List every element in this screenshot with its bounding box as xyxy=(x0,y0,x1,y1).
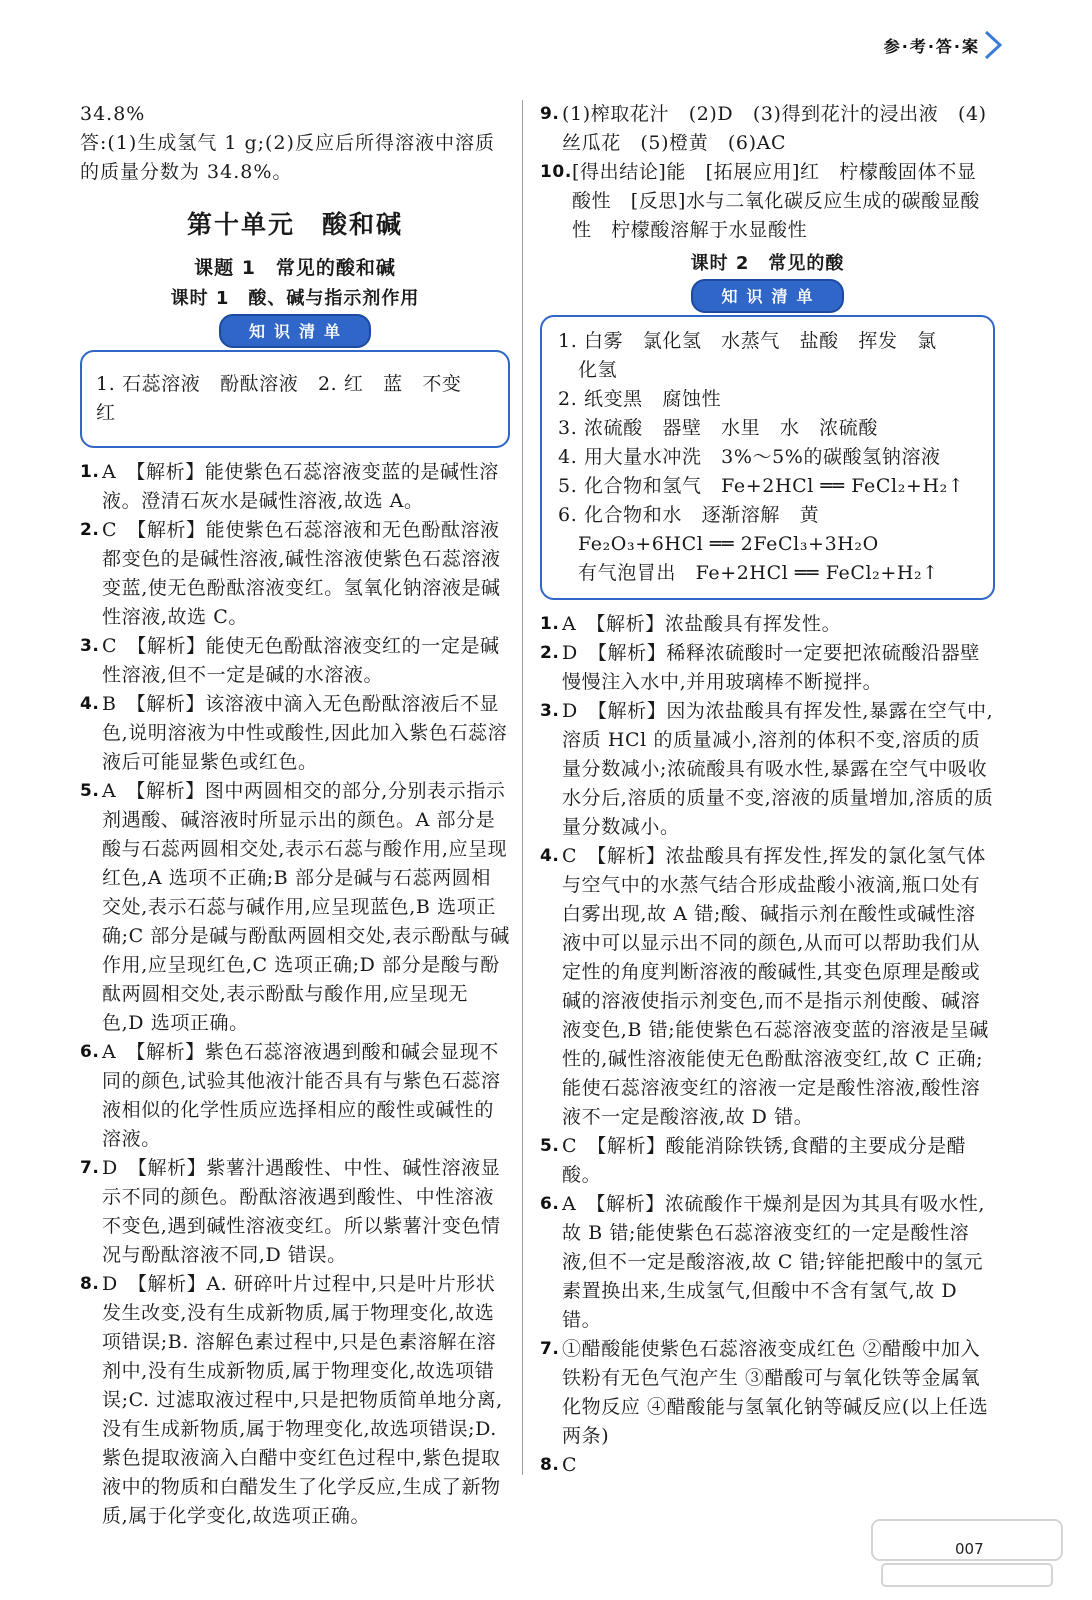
page-number: 007 xyxy=(955,1540,984,1558)
box-row: 有气泡冒出 Fe+2HCl ══ FeCl₂+H₂↑ xyxy=(578,562,939,584)
knowledge-box-text: 1. 石蕊溶液 酚酞溶液 2. 红 蓝 不变 红 xyxy=(96,373,482,424)
answer-item: 1. A 【解析】能使紫色石蕊溶液变蓝的是碱性溶液。澄清石灰水是碱性溶液,故选 A。 xyxy=(80,461,499,512)
lesson-title: 课题 1 常见的酸和碱 xyxy=(194,257,396,279)
column-divider xyxy=(522,100,523,1475)
box-row: Fe₂O₃+6HCl ══ 2FeCl₃+3H₂O xyxy=(578,533,879,555)
box-row: 5. 化合物和氢气 Fe+2HCl ══ FeCl₂+H₂↑ xyxy=(558,475,965,497)
page-header-title: 参·考·答·案 xyxy=(883,37,980,56)
watermark-logo-icon xyxy=(862,1512,1072,1592)
chevron-right-icon xyxy=(980,28,1006,62)
box-row: 6. 化合物和水 逐渐溶解 黄 xyxy=(558,504,820,526)
knowledge-box xyxy=(80,350,510,448)
knowledge-box xyxy=(540,315,995,600)
box-row: 3. 浓硫酸 器壁 水里 水 浓硫酸 xyxy=(558,417,878,439)
answer-item: 4. B 【解析】该溶液中滴入无色酚酞溶液后不显色,说明溶液为中性或酸性,因此加入紫色石蕊溶液后可能显紫色或红色。 xyxy=(80,693,508,773)
answer-item: 5. A 【解析】图中两圆相交的部分,分别表示指示剂遇酸、碱溶液时所显示出的颜色。A 部分是酸与石蕊两圆相交处,表示石蕊与酸作用,应呈现红色,A 选项不正确;B 部分是碱与石蕊两圆相交处,表示石蕊与碱作用,应呈现蓝色,B 选项正确;C 部分是碱与酚酞两圆相交处,表示酚酞与碱作用,应呈现红色,C 选项正确;D 部分是酸与酚酞两圆相交处,表示酚酞与酸作用,应呈现无色,D 选项正确。 xyxy=(80,780,510,1034)
unit-title: 第十单元 酸和碱 xyxy=(186,210,403,239)
box-row: 化氢 xyxy=(578,359,618,381)
box-row: 4. 用大量水冲洗 3%～5%的碳酸氢钠溶液 xyxy=(558,446,941,468)
answer-item: 10. [得出结论]能 [拓展应用]红 柠檬酸固体不显酸性 [反思]水与二氧化碳反应生成的碳酸显酸性 柠檬酸溶解于水显酸性 xyxy=(540,161,981,241)
box-row: 2. 纸变黑 腐蚀性 xyxy=(558,388,722,410)
answer-item: 5. C 【解析】酸能消除铁锈,食醋的主要成分是醋酸。 xyxy=(540,1135,967,1186)
knowledge-list-badge: 知识清单 xyxy=(691,279,843,313)
answer-item: 2. C 【解析】能使紫色石蕊溶液和无色酚酞溶液都变色的是碱性溶液,碱性溶液使紫色石蕊溶液变蓝,使无色酚酞溶液变红。氢氧化钠溶液是碱性溶液,故选 C。 xyxy=(80,519,501,628)
period-title-2: 课时 2 常见的酸 xyxy=(690,253,845,274)
right-column xyxy=(540,100,995,1480)
period-title: 课时 1 酸、碱与指示剂作用 xyxy=(170,288,420,309)
answer-item: 3. D 【解析】因为浓盐酸具有挥发性,暴露在空气中,溶质 HCl 的质量减小,溶剂的体积不变,溶质的质量分数减小;浓硫酸具有吸水性,暴露在空气中吸收水分后,溶质的质量不变,溶液的质量增加,溶质的质量分数减小。 xyxy=(540,700,994,838)
answer-item: 9. (1)榨取花汁 (2)D (3)得到花汁的浸出液 (4)丝瓜花 (5)橙黄 (6)AC xyxy=(540,103,987,154)
answer-item: 6. A 【解析】浓硫酸作干燥剂是因为其具有吸水性,故 B 错;能使紫色石蕊溶液变红的一定是酸性溶液,但不一定是酸溶液,故 C 错;锌能把酸中的氢元素置换出来,生成氢气,但酸中不含有氢气,故 D 错。 xyxy=(540,1193,986,1331)
answer-item: 1. A 【解析】浓盐酸具有挥发性。 xyxy=(540,613,842,635)
answer-item: 7. D 【解析】紫薯汁遇酸性、中性、碱性溶液显示不同的颜色。酚酞溶液遇到酸性、中性溶液不变色,遇到碱性溶液变红。所以紫薯汁变色情况与酚酞溶液不同,D 错误。 xyxy=(80,1157,501,1266)
answer-item: 6. A 【解析】紫色石蕊溶液遇到酸和碱会显现不同的颜色,试验其他液汁能否具有与紫色石蕊溶液相似的化学性质应选择相应的酸性或碱性的溶液。 xyxy=(80,1041,501,1150)
intro-line-2: 答:(1)生成氢气 1 g;(2)反应后所得溶液中溶质的质量分数为 34.8%。 xyxy=(80,132,495,183)
answer-item: 2. D 【解析】稀释浓硫酸时一定要把浓硫酸沿器壁慢慢注入水中,并用玻璃棒不断搅拌。 xyxy=(540,642,980,693)
intro-line-1: 34.8% xyxy=(80,103,146,125)
answer-item: 8. C xyxy=(540,1454,578,1476)
knowledge-list-badge: 知识清单 xyxy=(219,314,371,348)
answer-item: 7. ①醋酸能使紫色石蕊溶液变成红色 ②醋酸中加入铁粉有无色气泡产生 ③醋酸可与氧化铁等金属氧化物反应 ④醋酸能与氢氧化钠等碱反应(以上任选两条) xyxy=(540,1338,989,1447)
answer-item: 4. C 【解析】浓盐酸具有挥发性,挥发的氯化氢气体与空气中的水蒸气结合形成盐酸小液滴,瓶口处有白雾出现,故 A 错;酸、碱指示剂在酸性或碱性溶液中可以显示出不同的颜色,从而可以帮助我们从定性的角度判断溶液的酸碱性,其变色原理是酸或碱的溶液使指示剂变色,而不是指示剂使酸、碱溶液变色,B 错;能使紫色石蕊溶液变蓝的溶液是呈碱性的,碱性溶液能使无色酚酞溶液变红,故 C 正确;能使石蕊溶液变红的溶液一定是酸性溶液,酸性溶液不一定是酸溶液,故 D 错。 xyxy=(540,845,989,1128)
answer-item: 8. D 【解析】A. 研碎叶片过程中,只是叶片形状发生改变,没有生成新物质,属于物理变化,故选项错误;B. 溶解色素过程中,只是色素溶解在溶剂中,没有生成新物质,属于物理变化,故选项错误;C. 过滤取液过程中,只是把物质简单地分离,没有生成新物质,属于物理变化,故选项错误;D. 紫色提取液滴入白醋中变红色过程中,紫色提取液中的物质和白醋发生了化学反应,生成了新物质,属于化学变化,故选项正确。 xyxy=(80,1273,503,1527)
answer-item: 3. C 【解析】能使无色酚酞溶液变红的一定是碱性溶液,但不一定是碱的水溶液。 xyxy=(80,635,500,686)
left-column xyxy=(80,100,510,1531)
box-row: 1. 白雾 氯化氢 水蒸气 盐酸 挥发 氯 xyxy=(558,330,937,352)
